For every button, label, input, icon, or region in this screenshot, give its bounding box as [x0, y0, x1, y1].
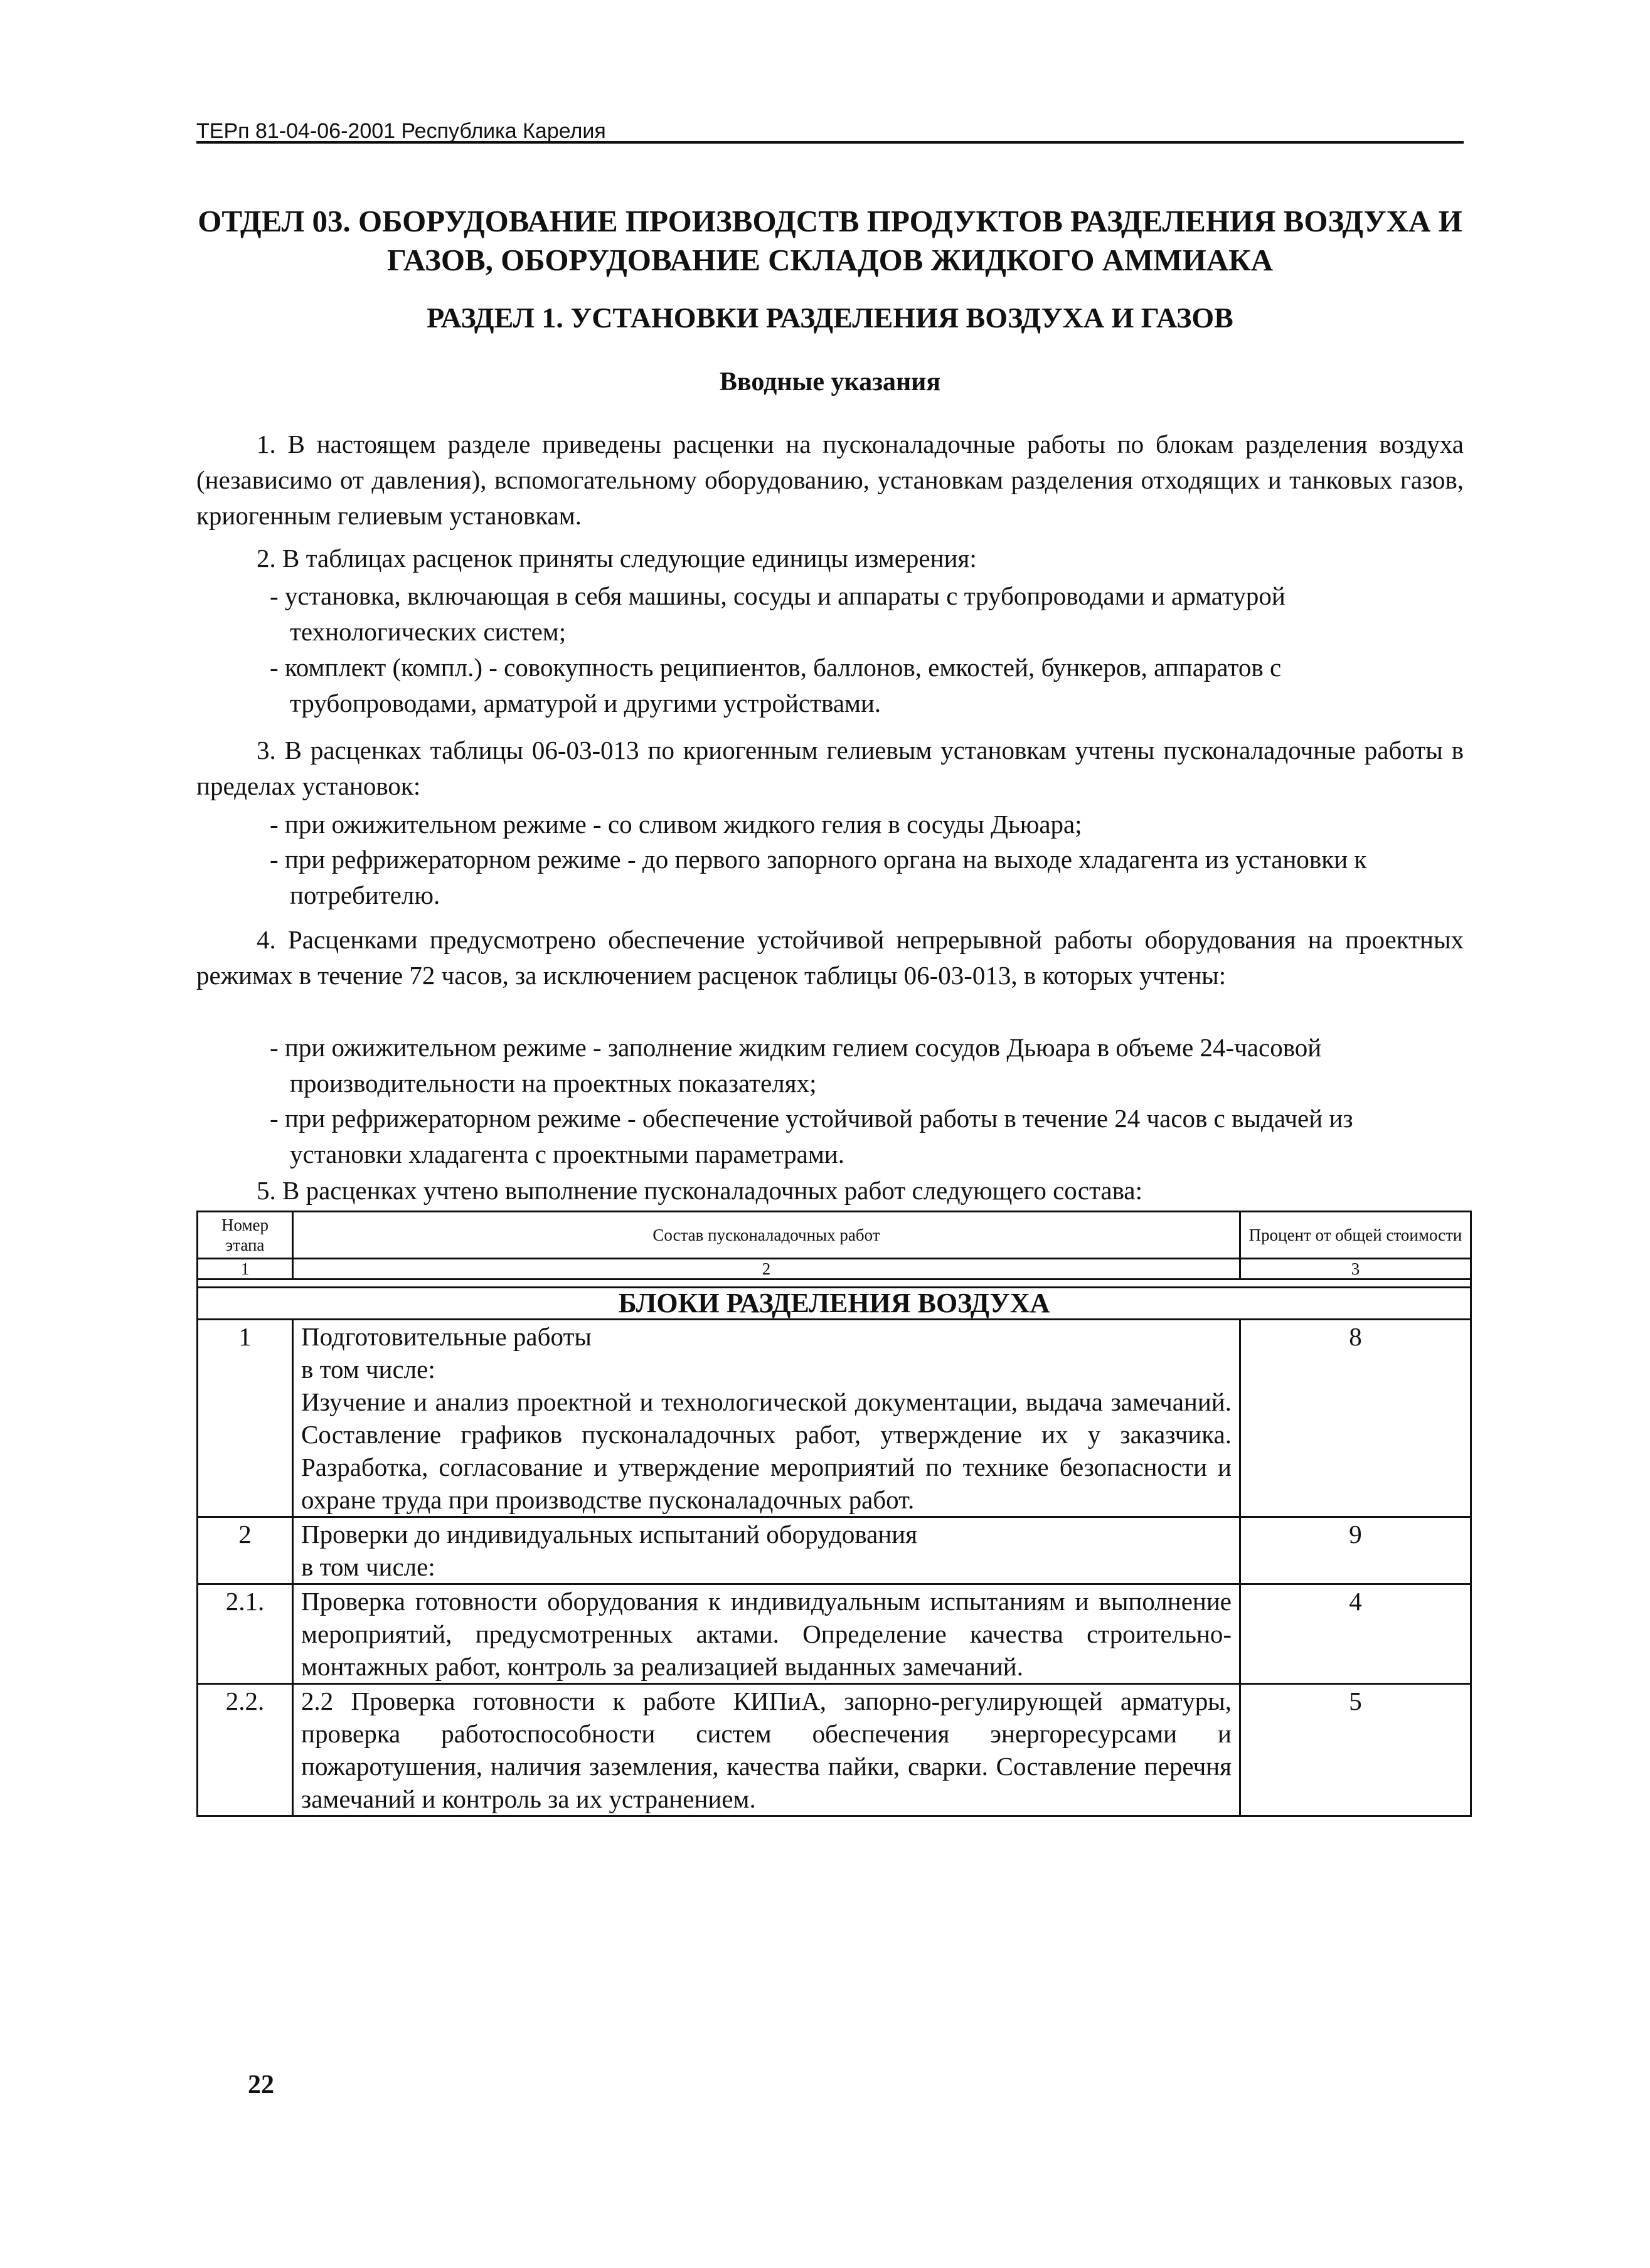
stage-including: в том числе:	[301, 1355, 435, 1384]
stage-number: 2.2.	[198, 1684, 293, 1816]
stage-number: 1	[198, 1320, 293, 1517]
paragraph-5: 5. В расценках учтено выполнение пусконаладочных работ следующего состава:	[257, 1176, 1143, 1205]
paragraph-3: 3. В расценках таблицы 06-03-013 по криогенным гелиевым установкам учтены пусконаладочные работы в пределах установок:	[196, 736, 1464, 800]
chapter-title-line-1: ОТДЕЛ 03. ОБОРУДОВАНИЕ ПРОИЗВОДСТВ ПРОДУКТОВ РАЗДЕЛЕНИЯ ВОЗДУХА И	[198, 204, 1462, 238]
stage-details: Изучение и анализ проектной и технологической документации, выдача замечаний. Составление графиков пусконаладочных работ, утверждение их у заказчика. Разработка, согласование и утверждение мероприятий по технике безопасности и охране труда при производстве пусконаладочных работ.	[301, 1387, 1232, 1514]
stage-details: 2.2 Проверка готовности к работе КИПиА, запорно-регулирующей арматуры, проверка работоспособности систем обеспечения энергоресурсами и пожаротушения, наличия заземления, качества пайки, сварки. Составление перечня замечаний и контроль за их устранением.	[293, 1684, 1240, 1816]
table-row	[198, 1584, 1471, 1684]
stage-details: Проверка готовности оборудования к индивидуальным испытаниям и выполнение мероприятий, предусмотренных актами. Определение качества строительно-монтажных работ, контроль за реализацией выданных замечаний.	[293, 1584, 1240, 1684]
stage-percent: 9	[1240, 1517, 1471, 1584]
section-air-separation-blocks: БЛОКИ РАЗДЕЛЕНИЯ ВОЗДУХА	[198, 1288, 1471, 1320]
section-title: РАЗДЕЛ 1. УСТАНОВКИ РАЗДЕЛЕНИЯ ВОЗДУХА И ГАЗОВ	[427, 302, 1233, 334]
column-number-1: 1	[198, 1259, 293, 1280]
paragraph-4-bullet-2: - при рефрижераторном режиме - обеспечение устойчивой работы в течение 24 часов с выдачей из установки хладагента с проектными параметрами.	[270, 1104, 1353, 1168]
stage-title: Проверки до индивидуальных испытаний оборудования	[301, 1520, 918, 1549]
stage-number: 2	[198, 1517, 293, 1584]
stage-description	[293, 1320, 1240, 1517]
stage-including: в том числе:	[301, 1552, 435, 1581]
stage-number: 2.1.	[198, 1584, 293, 1684]
chapter-title-line-2: ГАЗОВ, ОБОРУДОВАНИЕ СКЛАДОВ ЖИДКОГО АММИАКА	[386, 243, 1274, 277]
intro-heading: Вводные указания	[719, 368, 941, 396]
paragraph-3-bullet-1: - при ожижительном режиме - со сливом жидкого гелия в сосуды Дьюара;	[270, 810, 1082, 839]
paragraph-3-bullet-2: - при рефрижераторном режиме - до первого запорного органа на выходе хладагента из установки к потребителю.	[270, 845, 1367, 909]
header-rule	[196, 141, 1464, 144]
table-spacer	[198, 1280, 1471, 1288]
paragraph-4-bullet-1: - при ожижительном режиме - заполнение жидким гелием сосудов Дьюара в объеме 24-часовой производительности на проектных показателях;	[270, 1033, 1322, 1098]
header-cost-percent: Процент от общей стоимости	[1240, 1212, 1471, 1259]
stage-percent: 5	[1240, 1684, 1471, 1816]
paragraph-1: 1. В настоящем разделе приведены расценки на пусконаладочные работы по блокам разделения воздуха (независимо от давления), вспомогательному оборудованию, установкам разделения отходящих и танковых газов, криогенным гелиевым установкам.	[196, 430, 1464, 530]
stage-percent: 4	[1240, 1584, 1471, 1684]
works-table	[196, 1211, 1472, 1817]
table-row	[198, 1684, 1471, 1816]
header-stage-number: Номер этапа	[198, 1212, 293, 1259]
stage-description	[293, 1517, 1240, 1584]
column-number-2: 2	[293, 1259, 1240, 1280]
stage-percent: 8	[1240, 1320, 1471, 1517]
table-column-numbers-row	[198, 1259, 1471, 1280]
header-works-composition: Состав пусконаладочных работ	[293, 1212, 1240, 1259]
document-code: ТЕРп 81-04-06-2001 Республика Карелия	[196, 119, 606, 143]
table-row	[198, 1517, 1471, 1584]
paragraph-2-bullet-2: - комплект (компл.) - совокупность реципиентов, баллонов, емкостей, бункеров, аппаратов с трубопроводами, арматурой и другими устройствами.	[270, 653, 1282, 718]
table-header-row	[198, 1212, 1471, 1259]
table-row	[198, 1320, 1471, 1517]
paragraph-2: 2. В таблицах расценок приняты следующие единицы измерения:	[257, 544, 977, 573]
page-number: 22	[248, 2070, 274, 2099]
stage-title: Подготовительные работы	[301, 1322, 592, 1351]
table-section-row	[198, 1288, 1471, 1320]
paragraph-2-bullet-1: - установка, включающая в себя машины, сосуды и аппараты с трубопроводами и арматурой технологических систем;	[270, 581, 1285, 646]
paragraph-4: 4. Расценками предусмотрено обеспечение устойчивой непрерывной работы оборудования на проектных режимах в течение 72 часов, за исключением расценок таблицы 06-03-013, в которых учтены:	[196, 925, 1464, 990]
column-number-3: 3	[1240, 1259, 1471, 1280]
